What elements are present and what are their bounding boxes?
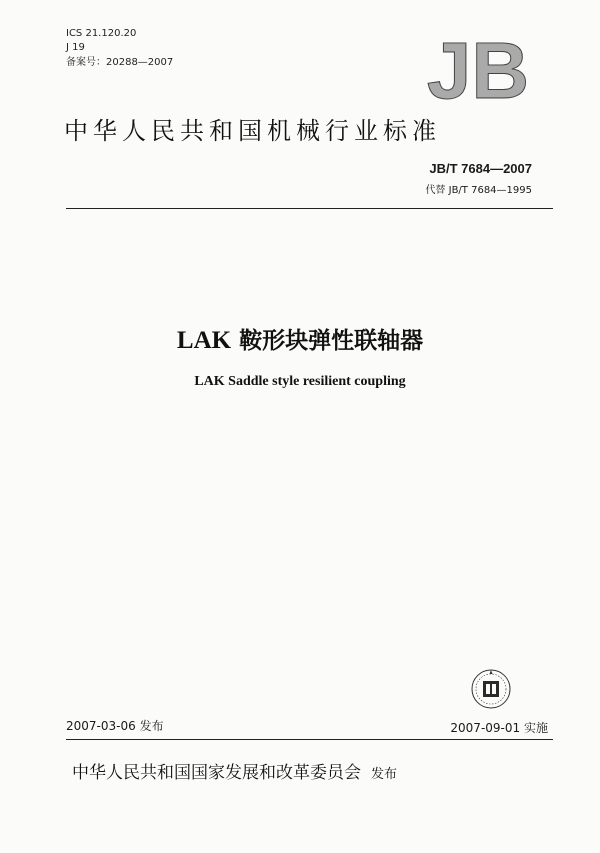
jb-logo-text: JB [426,28,530,104]
classification-code: J 19 [66,42,85,53]
implement-date [450,719,548,736]
bottom-divider [66,739,553,740]
top-divider [66,208,553,209]
publisher-emblem-icon [470,668,512,710]
replaces-line [425,181,532,196]
standard-number: JB/T 7684—2007 [429,161,532,176]
implement-label: 实施 [523,721,548,735]
ics-code: ICS 21.120.20 [66,28,137,39]
issuing-authority [72,758,397,783]
publish-date [66,717,164,734]
issuer-suffix: 发布 [371,767,398,782]
standard-title: 中华人民共和国机械行业标准 [64,117,441,145]
document-title-en: LAK Saddle style resilient coupling [194,374,406,389]
jb-logo-icon [418,28,538,104]
replaces-label: 代替 [425,185,446,196]
document-title-cn [0,322,600,355]
document-title-chinese: 鞍形块弹性联轴器 [239,328,424,354]
publish-label: 发布 [139,719,164,733]
filing-number: 备案号：20288—2007 [66,57,174,68]
replaces-number: JB/T 7684—1995 [448,185,532,196]
document-title-latin: LAK [176,327,232,354]
issuer-name: 中华人民共和国国家发展和改革委员会 [72,763,361,783]
implement-date-value: 2007-09-01 [450,721,521,735]
publish-date-value: 2007-03-06 [66,719,136,733]
